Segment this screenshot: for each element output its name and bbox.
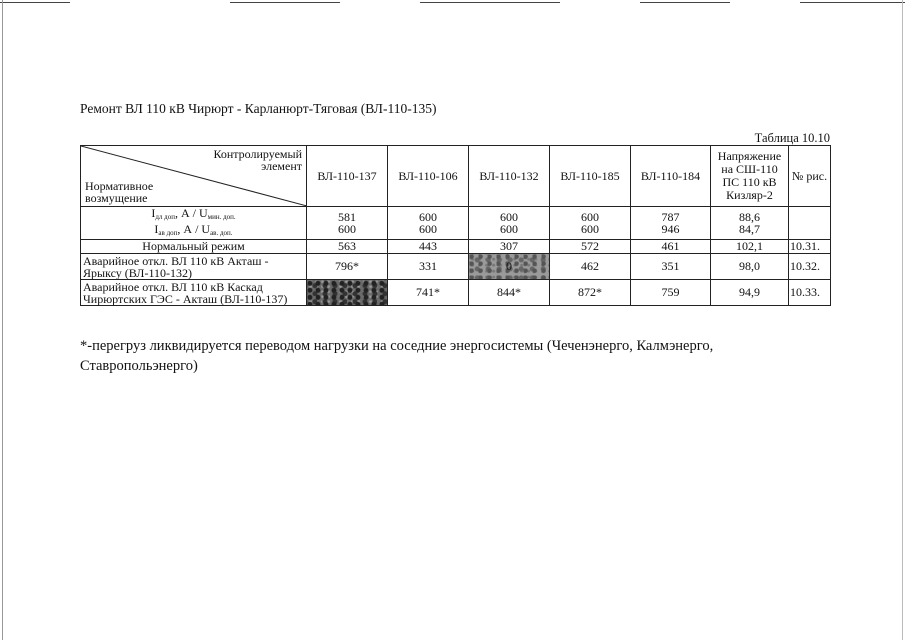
row-label: Нормальный режим (81, 240, 307, 254)
limits-row (81, 207, 831, 240)
limits-label-cell (81, 207, 307, 240)
column-header: ВЛ-110-185 (550, 146, 631, 207)
table-row (81, 254, 831, 280)
value-cell: 844* (469, 280, 550, 306)
table-row (81, 280, 831, 306)
controlled-element-label: Контролируемый элемент (213, 147, 302, 173)
value-cell-shaded: 0 (469, 254, 550, 280)
voltage-cell: 102,1 (711, 240, 789, 254)
voltage-cell: 98,0 (711, 254, 789, 280)
value-cell: 572 (550, 240, 631, 254)
limit-cell: 600 600 (550, 207, 631, 240)
scan-right-edge (902, 0, 903, 640)
voltage-cell: 94,9 (711, 280, 789, 306)
voltage-limit-cell: 88,6 84,7 (711, 207, 789, 240)
value-cell: 741* (388, 280, 469, 306)
limit-cell: 600 600 (469, 207, 550, 240)
header-corner-cell (81, 146, 307, 207)
column-header: ВЛ-110-132 (469, 146, 550, 207)
value-cell: 796* (307, 254, 388, 280)
value-cell: 351 (631, 254, 711, 280)
table-row (81, 240, 831, 254)
scan-artifact (230, 2, 340, 3)
value-cell: 331 (388, 254, 469, 280)
figure-cell (789, 207, 831, 240)
scan-left-edge (2, 0, 3, 640)
scan-artifact (800, 2, 905, 3)
figure-column-header: № рис. (789, 146, 831, 207)
table-header-row (81, 146, 831, 207)
figure-cell: 10.31. (789, 240, 831, 254)
value-cell: 307 (469, 240, 550, 254)
scan-top-edge (0, 0, 905, 6)
emergency-limit-label: $I_{ав доп}$, А / $U_{ав. доп.}$ (154, 222, 233, 237)
voltage-column-header: Напряжение на СШ-110 ПС 110 кВ Кизляр-2 (711, 146, 789, 207)
row-label: Аварийное откл. ВЛ 110 кВ Каскад Чирюртских ГЭС - Акташ (ВЛ-110-137) (81, 280, 307, 306)
value-cell: 759 (631, 280, 711, 306)
value-cell: 462 (550, 254, 631, 280)
scan-artifact (640, 2, 730, 3)
scan-artifact (0, 2, 70, 3)
value-cell: 563 (307, 240, 388, 254)
normative-disturbance-label: Нормативное возмущение (85, 179, 154, 205)
figure-cell: 10.32. (789, 254, 831, 280)
long-term-limit-label: $I_{дл доп}$, А / $U_{мин. доп.}$ (151, 206, 236, 221)
column-header: ВЛ-110-137 (307, 146, 388, 207)
column-header: ВЛ-110-106 (388, 146, 469, 207)
value-cell-shaded (307, 280, 388, 306)
value-cell: 461 (631, 240, 711, 254)
document-heading: Ремонт ВЛ 110 кВ Чирюрт - Карланюрт-Тяговая (ВЛ-110-135) (80, 101, 437, 116)
figure-cell: 10.33. (789, 280, 831, 306)
value-cell: 443 (388, 240, 469, 254)
footnote: *-перегруз ликвидируется переводом нагрузки на соседние энергосистемы (Чеченэнерго, Калмэнерго, Ставропольэнерго) (80, 338, 714, 374)
limit-cell: 581 600 (307, 207, 388, 240)
row-label: Аварийное откл. ВЛ 110 кВ Акташ - Ярыксу (ВЛ-110-132) (81, 254, 307, 280)
load-flow-table (80, 145, 831, 306)
scan-artifact (420, 2, 560, 3)
column-header: ВЛ-110-184 (631, 146, 711, 207)
table-caption: Таблица 10.10 (754, 131, 830, 145)
value-cell: 872* (550, 280, 631, 306)
limit-cell: 787 946 (631, 207, 711, 240)
limit-cell: 600 600 (388, 207, 469, 240)
